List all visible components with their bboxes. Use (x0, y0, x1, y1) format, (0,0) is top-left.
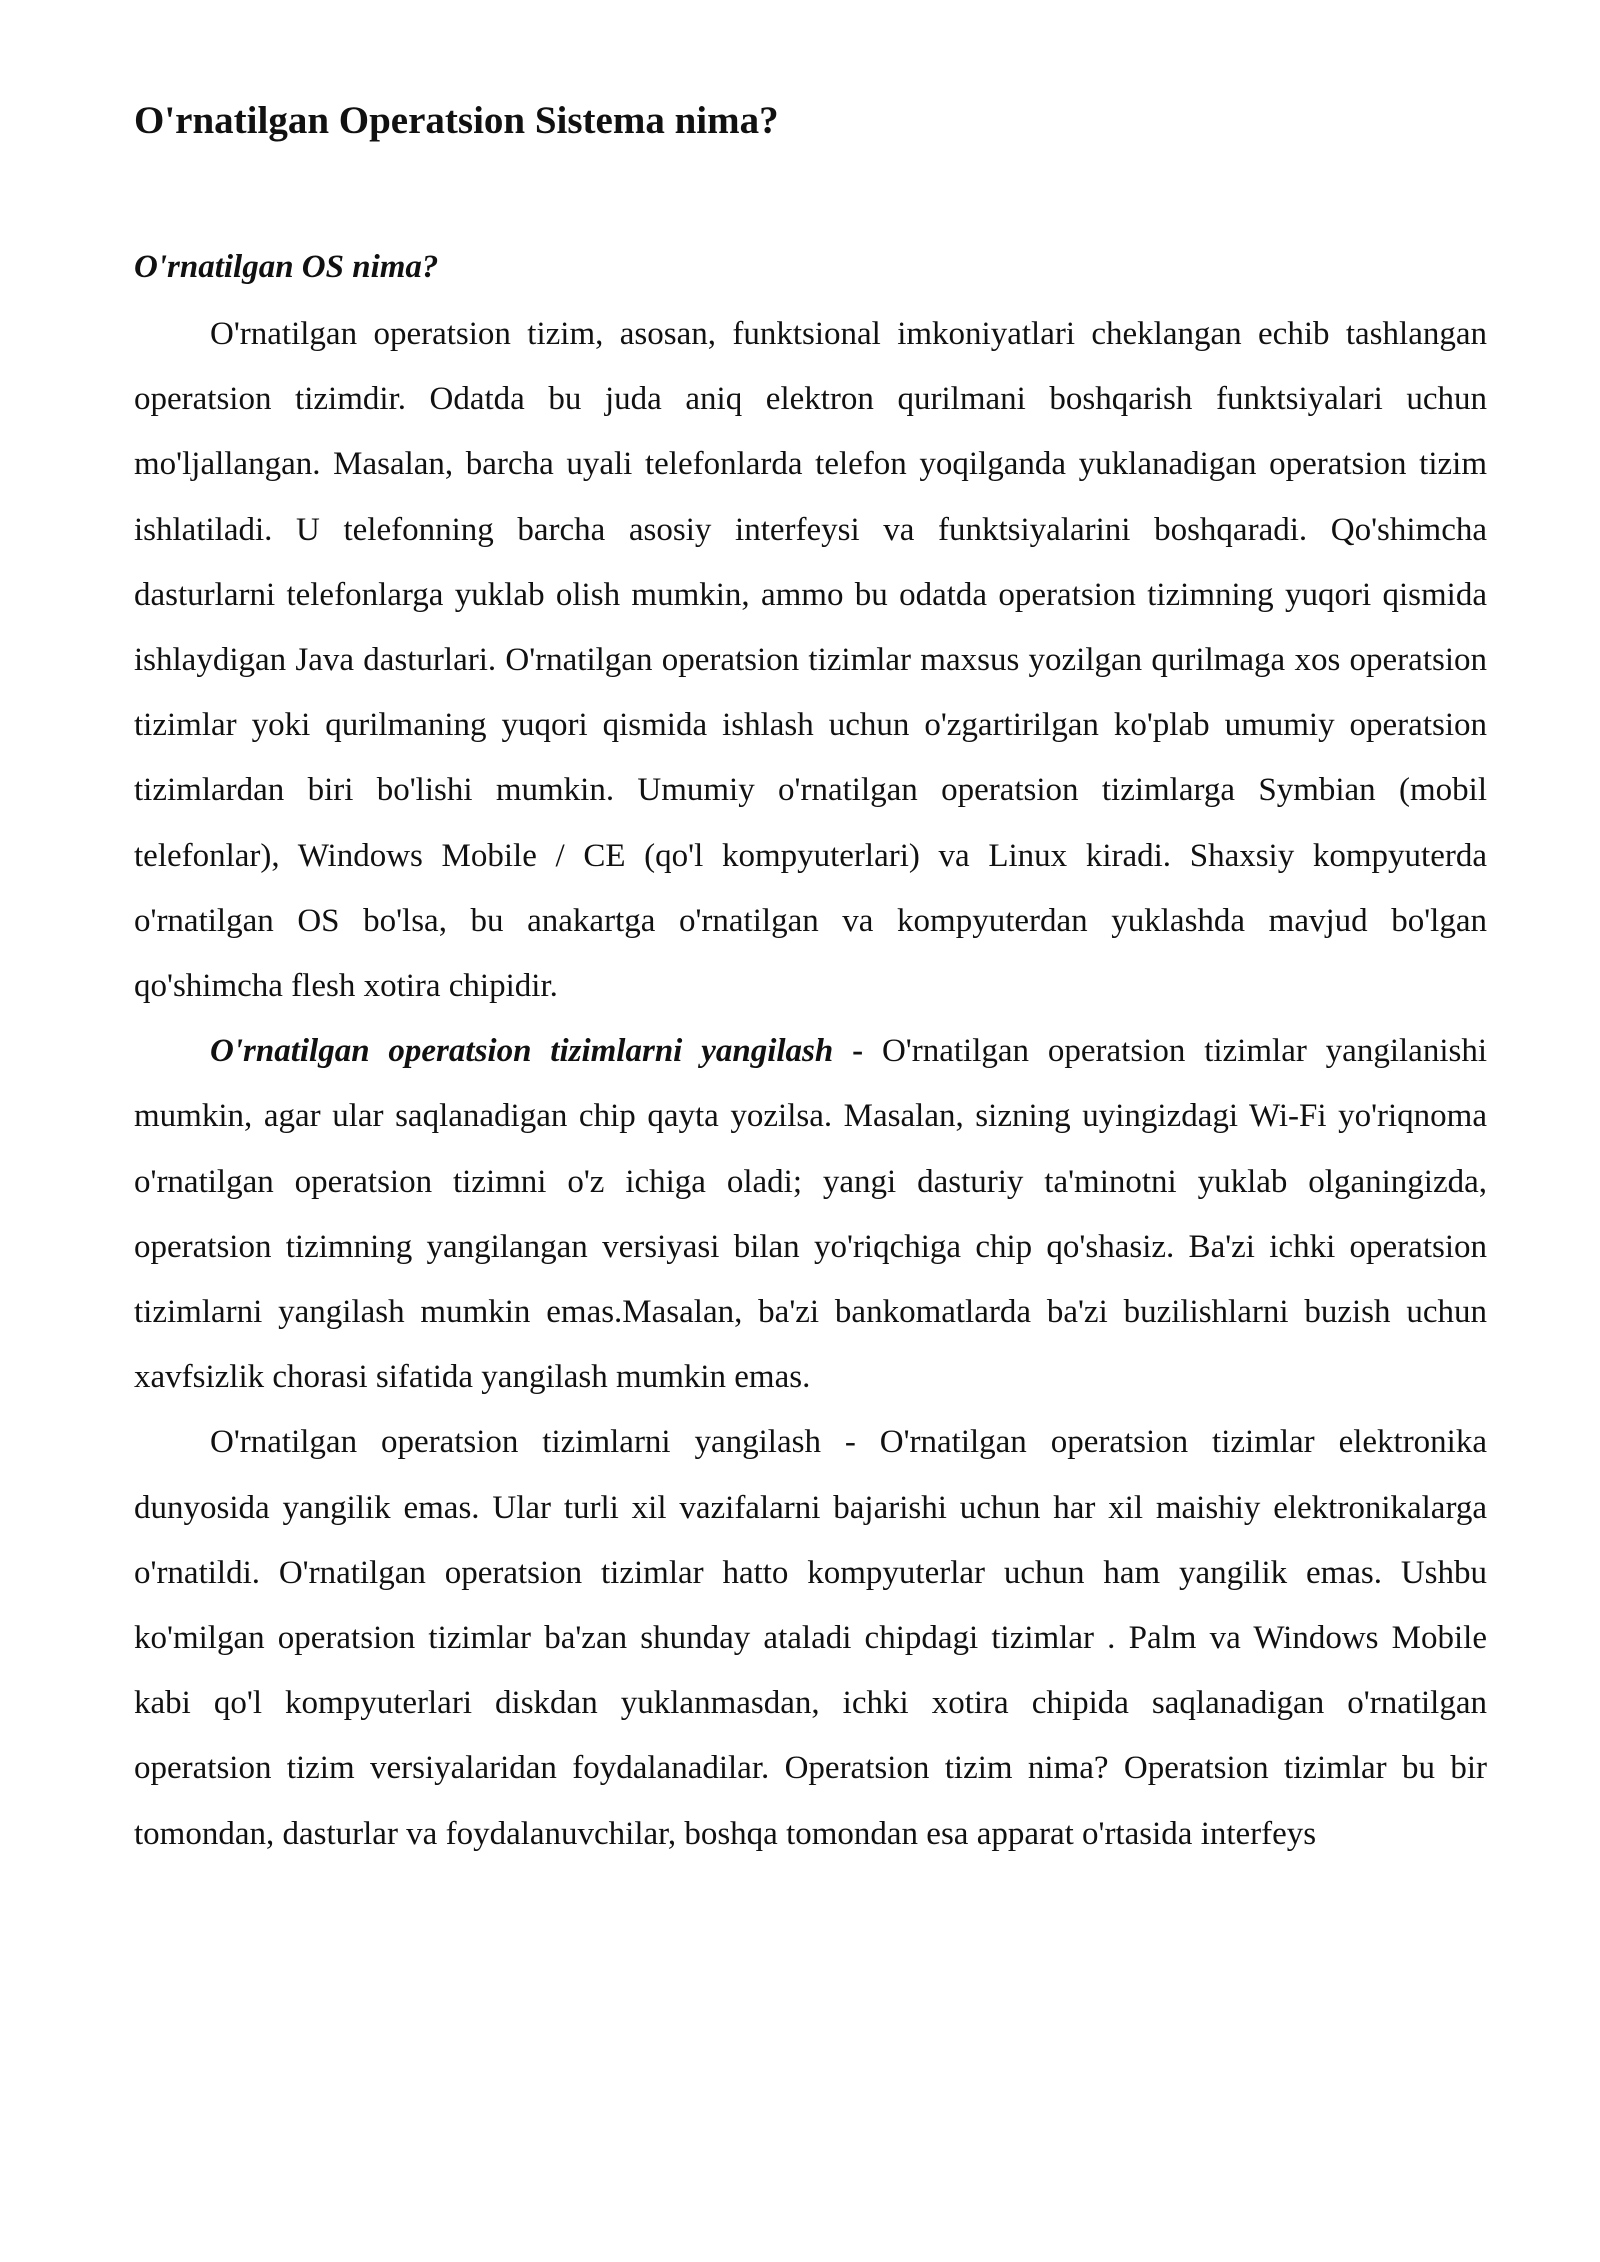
paragraph-2 (134, 1019, 1487, 1410)
document-title: O'rnatilgan Operatsion Sistema nima? (134, 99, 779, 142)
document-body (134, 92, 1487, 1867)
section-heading: O'rnatilgan OS nima? (134, 249, 439, 285)
paragraph-2-body: O'rnatilgan operatsion tizimlar yangilanishi mumkin, agar ular saqlanadigan chip qayta yozilsa. Masalan, sizning uyingizdagi Wi-Fi yo'riqnoma o'rnatilgan operatsion tizimni o'z ichiga oladi; yangi dasturiy ta'minotni yuklab olganingizda, operatsion tizimning yangilangan versiyasi bilan yo'riqchiga chip qo'shasiz. Ba'zi ichki operatsion tizimlarni yangilash mumkin emas.Masalan, ba'zi bankomatlarda ba'zi buzilishlarni buzish uchun xavfsizlik chorasi sifatida yangilash mumkin emas. (134, 1033, 1487, 1396)
paragraph-2-dash: - (833, 1033, 882, 1070)
paragraph-2-run-title: O'rnatilgan operatsion tizimlarni yangilash (210, 1033, 834, 1070)
paragraph-1: O'rnatilgan operatsion tizim, asosan, funktsional imkoniyatlari cheklangan echib tashlangan operatsion tizimdir. Odatda bu juda aniq elektron qurilmani boshqarish funktsiyalari uchun mo'ljallangan. Masalan, barcha uyali telefonlarda telefon yoqilganda yuklanadigan operatsion tizim ishlatiladi. U telefonning barcha asosiy interfeysi va funktsiyalarini boshqaradi. Qo'shimcha dasturlarni telefonlarga yuklab olish mumkin, ammo bu odatda operatsion tizimning yuqori qismida ishlaydigan Java dasturlari. O'rnatilgan operatsion tizimlar maxsus yozilgan qurilmaga xos operatsion tizimlar yoki qurilmaning yuqori qismida ishlash uchun o'zgartirilgan ko'plab umumiy operatsion tizimlardan biri bo'lishi mumkin. Umumiy o'rnatilgan operatsion tizimlarga Symbian (mobil telefonlar), Windows Mobile / CE (qo'l kompyuterlari) va Linux kiradi. Shaxsiy kompyuterda o'rnatilgan OS bo'lsa, bu anakartga o'rnatilgan va kompyuterdan yuklashda mavjud bo'lgan qo'shimcha flesh xotira chipidir. (134, 316, 1487, 1005)
paragraph-3: O'rnatilgan operatsion tizimlarni yangilash - O'rnatilgan operatsion tizimlar elektronika dunyosida yangilik emas. Ular turli xil vazifalarni bajarishi uchun har xil maishiy elektronikalarga o'rnatildi. O'rnatilgan operatsion tizimlar hatto kompyuterlar uchun ham yangilik emas. Ushbu ko'milgan operatsion tizimlar ba'zan shunday ataladi chipdagi tizimlar . Palm va Windows Mobile kabi qo'l kompyuterlari diskdan yuklanmasdan, ichki xotira chipida saqlanadigan o'rnatilgan operatsion tizim versiyalaridan foydalanadilar. Operatsion tizim nima? Operatsion tizimlar bu bir tomondan, dasturlar va foydalanuvchilar, boshqa tomondan esa apparat o'rtasida interfeys (134, 1424, 1487, 1852)
